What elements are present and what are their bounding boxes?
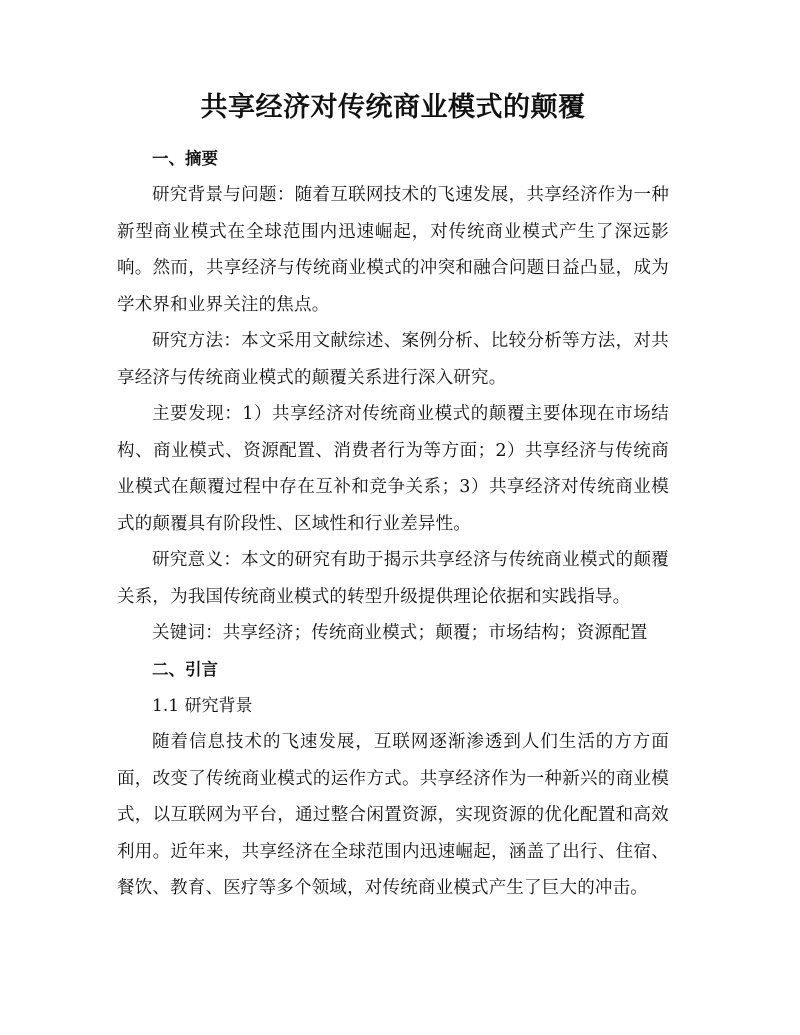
abstract-method-paragraph: 研究方法：本文采用文献综述、案例分析、比较分析等方法，对共享经济与传统商业模式的颠覆关系进行深入研究。 xyxy=(117,331,669,388)
abstract-background-paragraph: 研究背景与问题：随着互联网技术的飞速发展，共享经济作为一种新型商业模式在全球范围内迅速崛起，对传统商业模式产生了深远影响。然而，共享经济与传统商业模式的冲突和融合问题日益凸显，成为学术界和业界关注的焦点。 xyxy=(117,185,669,315)
document-title: 共享经济对传统商业模式的颠覆 xyxy=(200,92,586,123)
introduction-paragraph: 随着信息技术的飞速发展，互联网逐渐渗透到人们生活的方方面面，改变了传统商业模式的运作方式。共享经济作为一种新兴的商业模式，以互联网为平台，通过整合闲置资源，实现资源的优化配置和高效利用。近年来，共享经济在全球范围内迅速崛起，涵盖了出行、住宿、餐饮、教育、医疗等多个领域，对传统商业模式产生了巨大的冲击。 xyxy=(117,732,669,898)
abstract-findings-paragraph: 主要发现：1）共享经济对传统商业模式的颠覆主要体现在市场结构、商业模式、资源配置、消费者行为等方面；2）共享经济与传统商业模式在颠覆过程中存在互补和竞争关系；3）共享经济对传统商业模式的颠覆具有阶段性、区域性和行业差异性。 xyxy=(117,404,669,534)
keywords-paragraph: 关键词：共享经济；传统商业模式；颠覆；市场结构；资源配置 xyxy=(152,623,648,643)
section-heading-introduction: 二、引言 xyxy=(152,659,218,679)
abstract-significance-paragraph: 研究意义：本文的研究有助于揭示共享经济与传统商业模式的颠覆关系，为我国传统商业模式的转型升级提供理论依据和实践指导。 xyxy=(117,550,669,607)
subsection-heading-background: 1.1 研究背景 xyxy=(152,695,253,716)
section-heading-abstract: 一、摘要 xyxy=(152,149,218,168)
document-page xyxy=(117,88,669,907)
